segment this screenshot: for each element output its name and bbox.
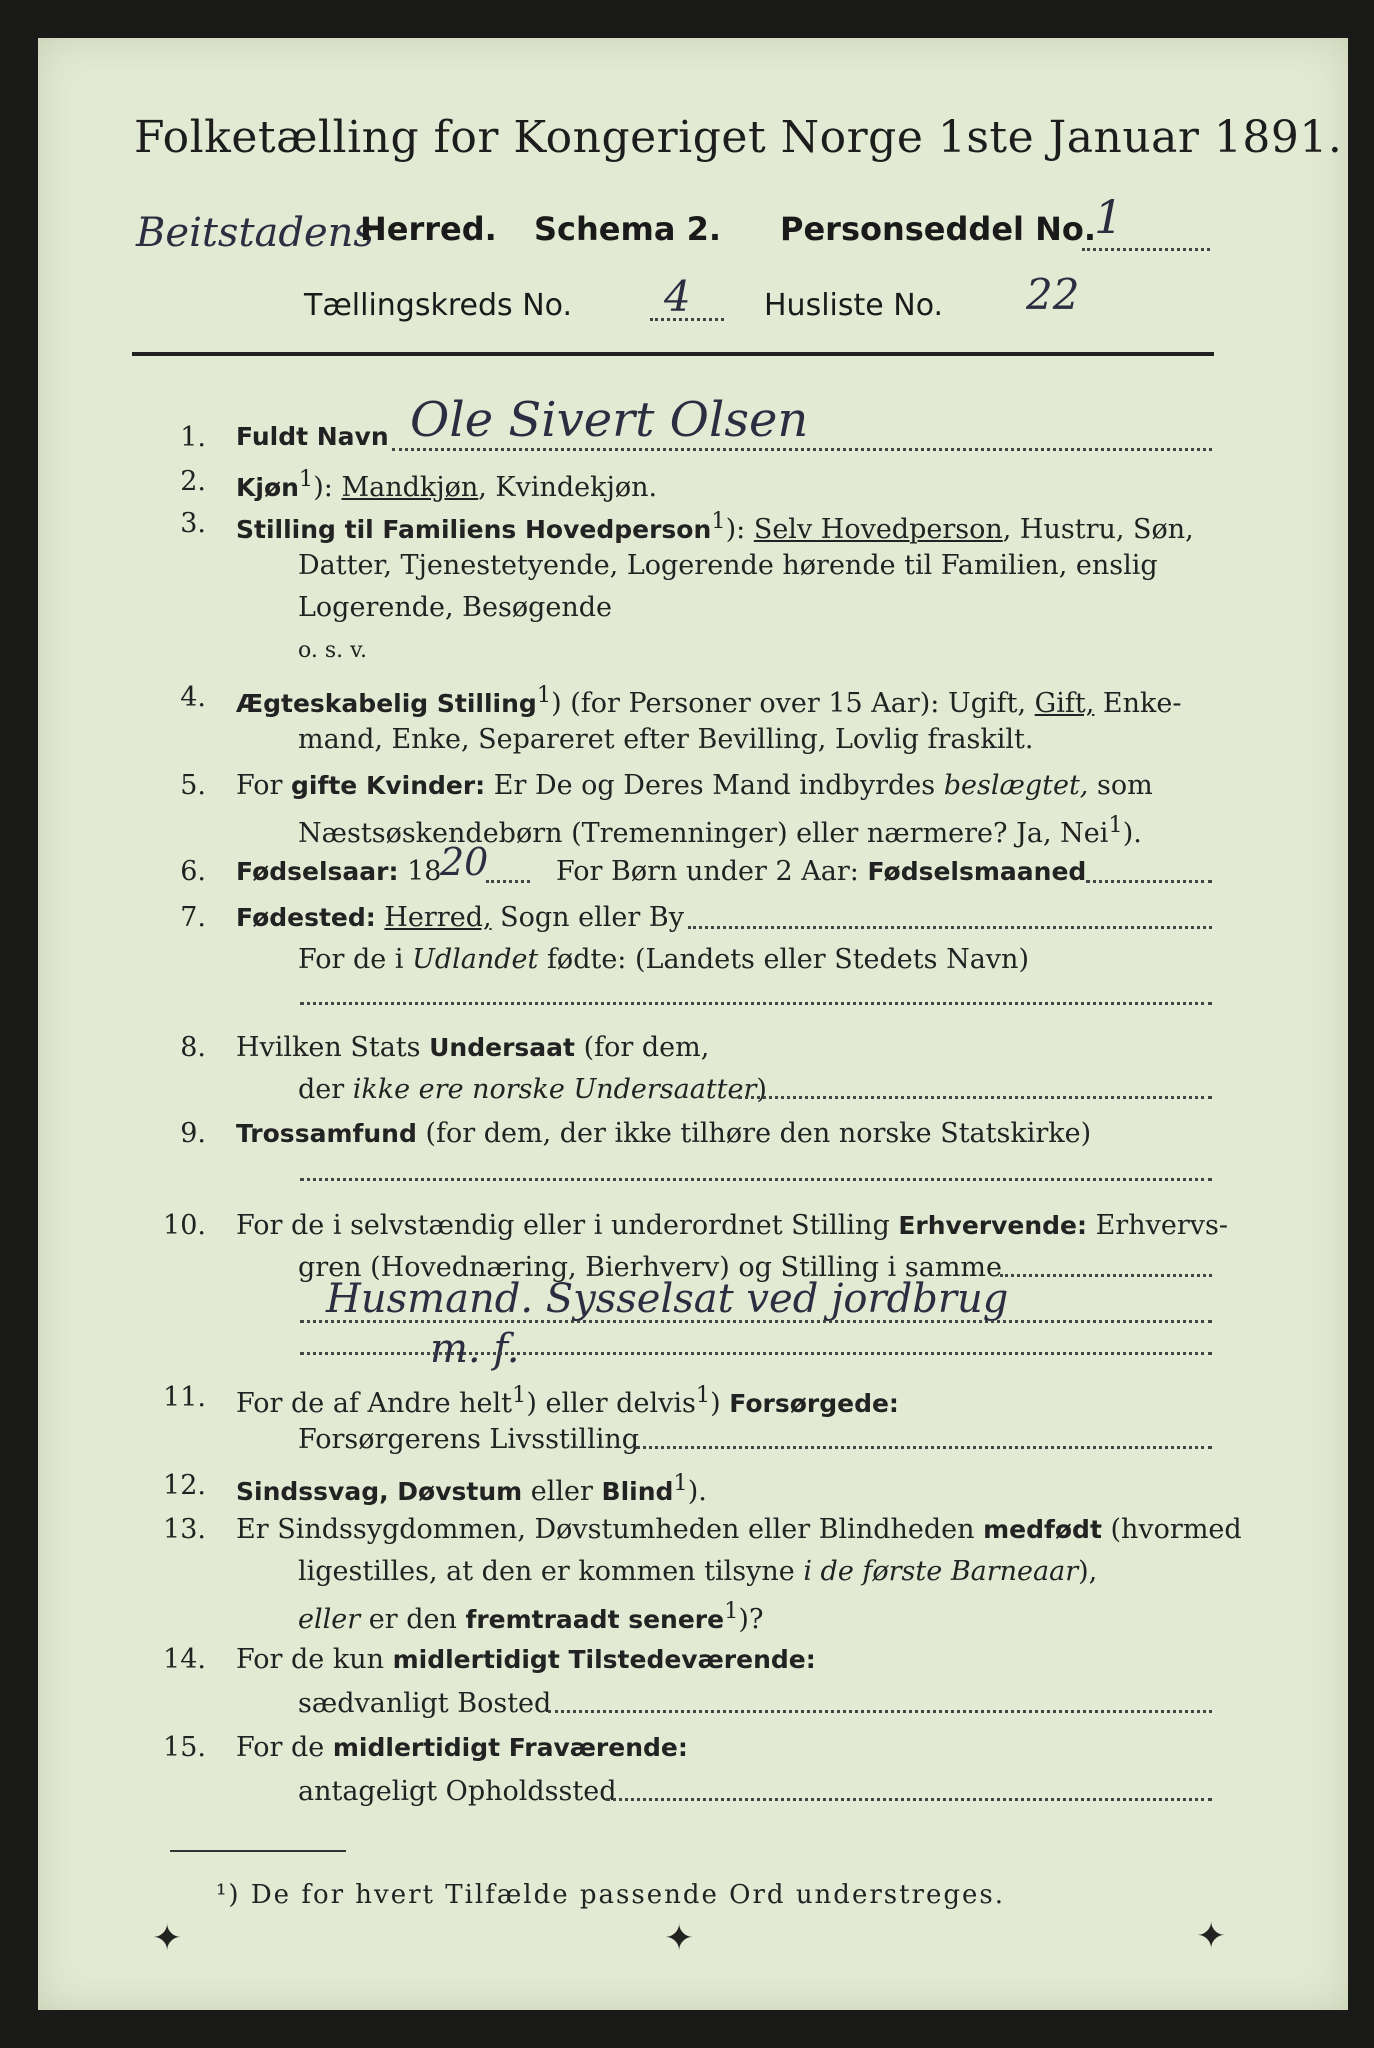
residence-dots xyxy=(548,1710,1212,1713)
kreds-number: 4 xyxy=(664,272,691,321)
occupation-dots-3 xyxy=(300,1352,1212,1355)
religion-dots xyxy=(300,1178,1212,1181)
form-title: Folketælling for Kongeriget Norge 1ste Januar 1891. xyxy=(134,112,1343,163)
occupation-handwritten-2: m. f. xyxy=(430,1326,520,1372)
kreds-dots xyxy=(650,318,724,321)
footnote: ¹) De for hvert Tilfælde passende Ord understreges. xyxy=(216,1880,1006,1910)
birth-year-dots xyxy=(486,880,530,883)
occupation-handwritten: Husmand. Sysselsat ved jordbrug xyxy=(326,1276,1009,1322)
husliste-label: Husliste No. xyxy=(764,288,944,323)
occupation-dots-2 xyxy=(300,1320,1212,1323)
crop-mark-center: ✦ xyxy=(664,1918,695,1959)
foreign-birthplace-dots xyxy=(300,1002,1212,1005)
occupation-dots-1 xyxy=(1000,1274,1212,1277)
census-form xyxy=(38,38,1348,2010)
herred-label: Herred. xyxy=(360,210,497,248)
herred-name-handwritten: Beitstadens xyxy=(136,210,374,256)
personseddel-label: Personseddel No. xyxy=(780,210,1097,248)
footnote-rule xyxy=(170,1850,346,1852)
husliste-number: 22 xyxy=(1026,270,1080,319)
personseddel-number: 1 xyxy=(1094,190,1124,244)
crop-mark-right: ✦ xyxy=(1196,1916,1227,1957)
kreds-label: Tællingskreds No. xyxy=(304,288,572,323)
schema-label: Schema 2. xyxy=(534,210,721,248)
name-dots xyxy=(392,448,1212,451)
birthplace-dots xyxy=(688,926,1212,929)
birth-year-handwritten: 20 xyxy=(440,840,489,884)
header-rule xyxy=(132,352,1214,356)
full-name-handwritten: Ole Sivert Olsen xyxy=(410,392,809,448)
crop-mark-left: ✦ xyxy=(152,1918,183,1959)
birth-month-dots xyxy=(1086,880,1212,883)
provider-dots xyxy=(636,1446,1212,1449)
whereabouts-dots xyxy=(606,1798,1212,1801)
personseddel-dots xyxy=(1082,248,1210,251)
citizenship-dots xyxy=(738,1096,1212,1099)
